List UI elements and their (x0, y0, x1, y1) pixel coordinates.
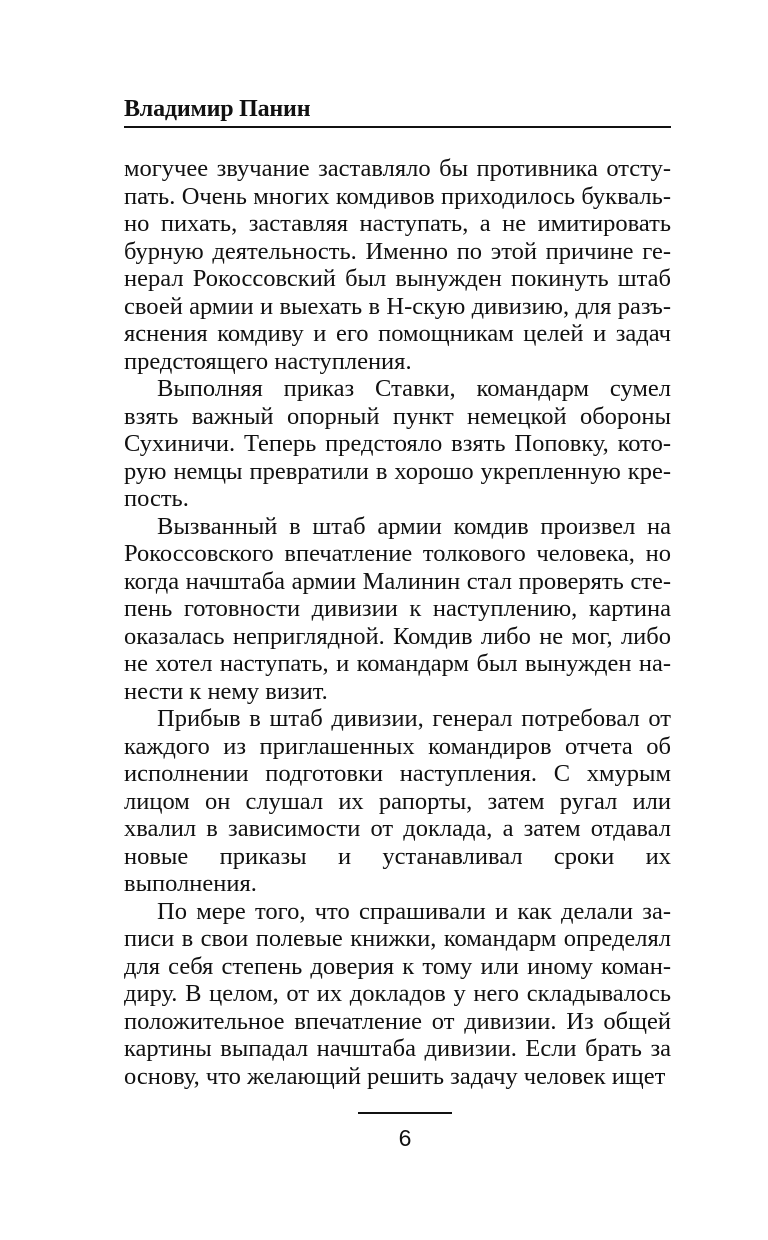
paragraph-1: могучее звучание заставляло бы противника отступать. Очень многих комдивов приходилось буквально пихать, заставляя наступать, а не имитировать бурную деятельность. Именно по этой причине генерал Рокоссовский был вынужден покинуть штаб своей армии и выехать в Н-скую дивизию, для разъяснения комдиву и его помощникам целей и задач предстоящего наступления. (124, 155, 671, 375)
paragraph-3: Вызванный в штаб армии комдив произвел на Рокоссовского впечатление толкового человека, но когда начштаба армии Малинин стал проверять степень готовности дивизии к наступлению, картина оказалась неприглядной. Комдив либо не мог, либо не хотел наступать, и командарм был вынужден нанести к нему визит. (124, 512, 671, 705)
body-text (124, 155, 671, 1090)
paragraph-5: По мере того, что спрашивали и как делали записи в свои полевые книжки, командарм определял для себя степень доверия к тому или иному командиру. В целом, от их докладов у него складывалось положительное впечатление от дивизии. Из общей картины выпадал начштаба дивизии. Если брать за основу, что желающий решить задачу человек ищет (124, 897, 671, 1090)
paragraph-4: Прибыв в штаб дивизии, генерал потребовал от каждого из приглашенных командиров отчета об исполнении подготовки наступления. С хмурым лицом он слушал их рапорты, затем ругал или хвалил в зависимости от доклада, а затем отдавал новые приказы и устанавливал сроки их выполнения. (124, 705, 671, 897)
page-number: 6 (398, 1125, 412, 1151)
footer-rule (358, 1112, 452, 1114)
header-rule (124, 126, 671, 128)
running-head: Владимир Панин (124, 96, 311, 122)
paragraph-2: Выполняя приказ Ставки, командарм сумел взять важный опорный пункт немецкой обороны Сухиничи. Теперь предстояло взять Поповку, которую немцы превратили в хорошо укрепленную крепость. (124, 375, 671, 512)
